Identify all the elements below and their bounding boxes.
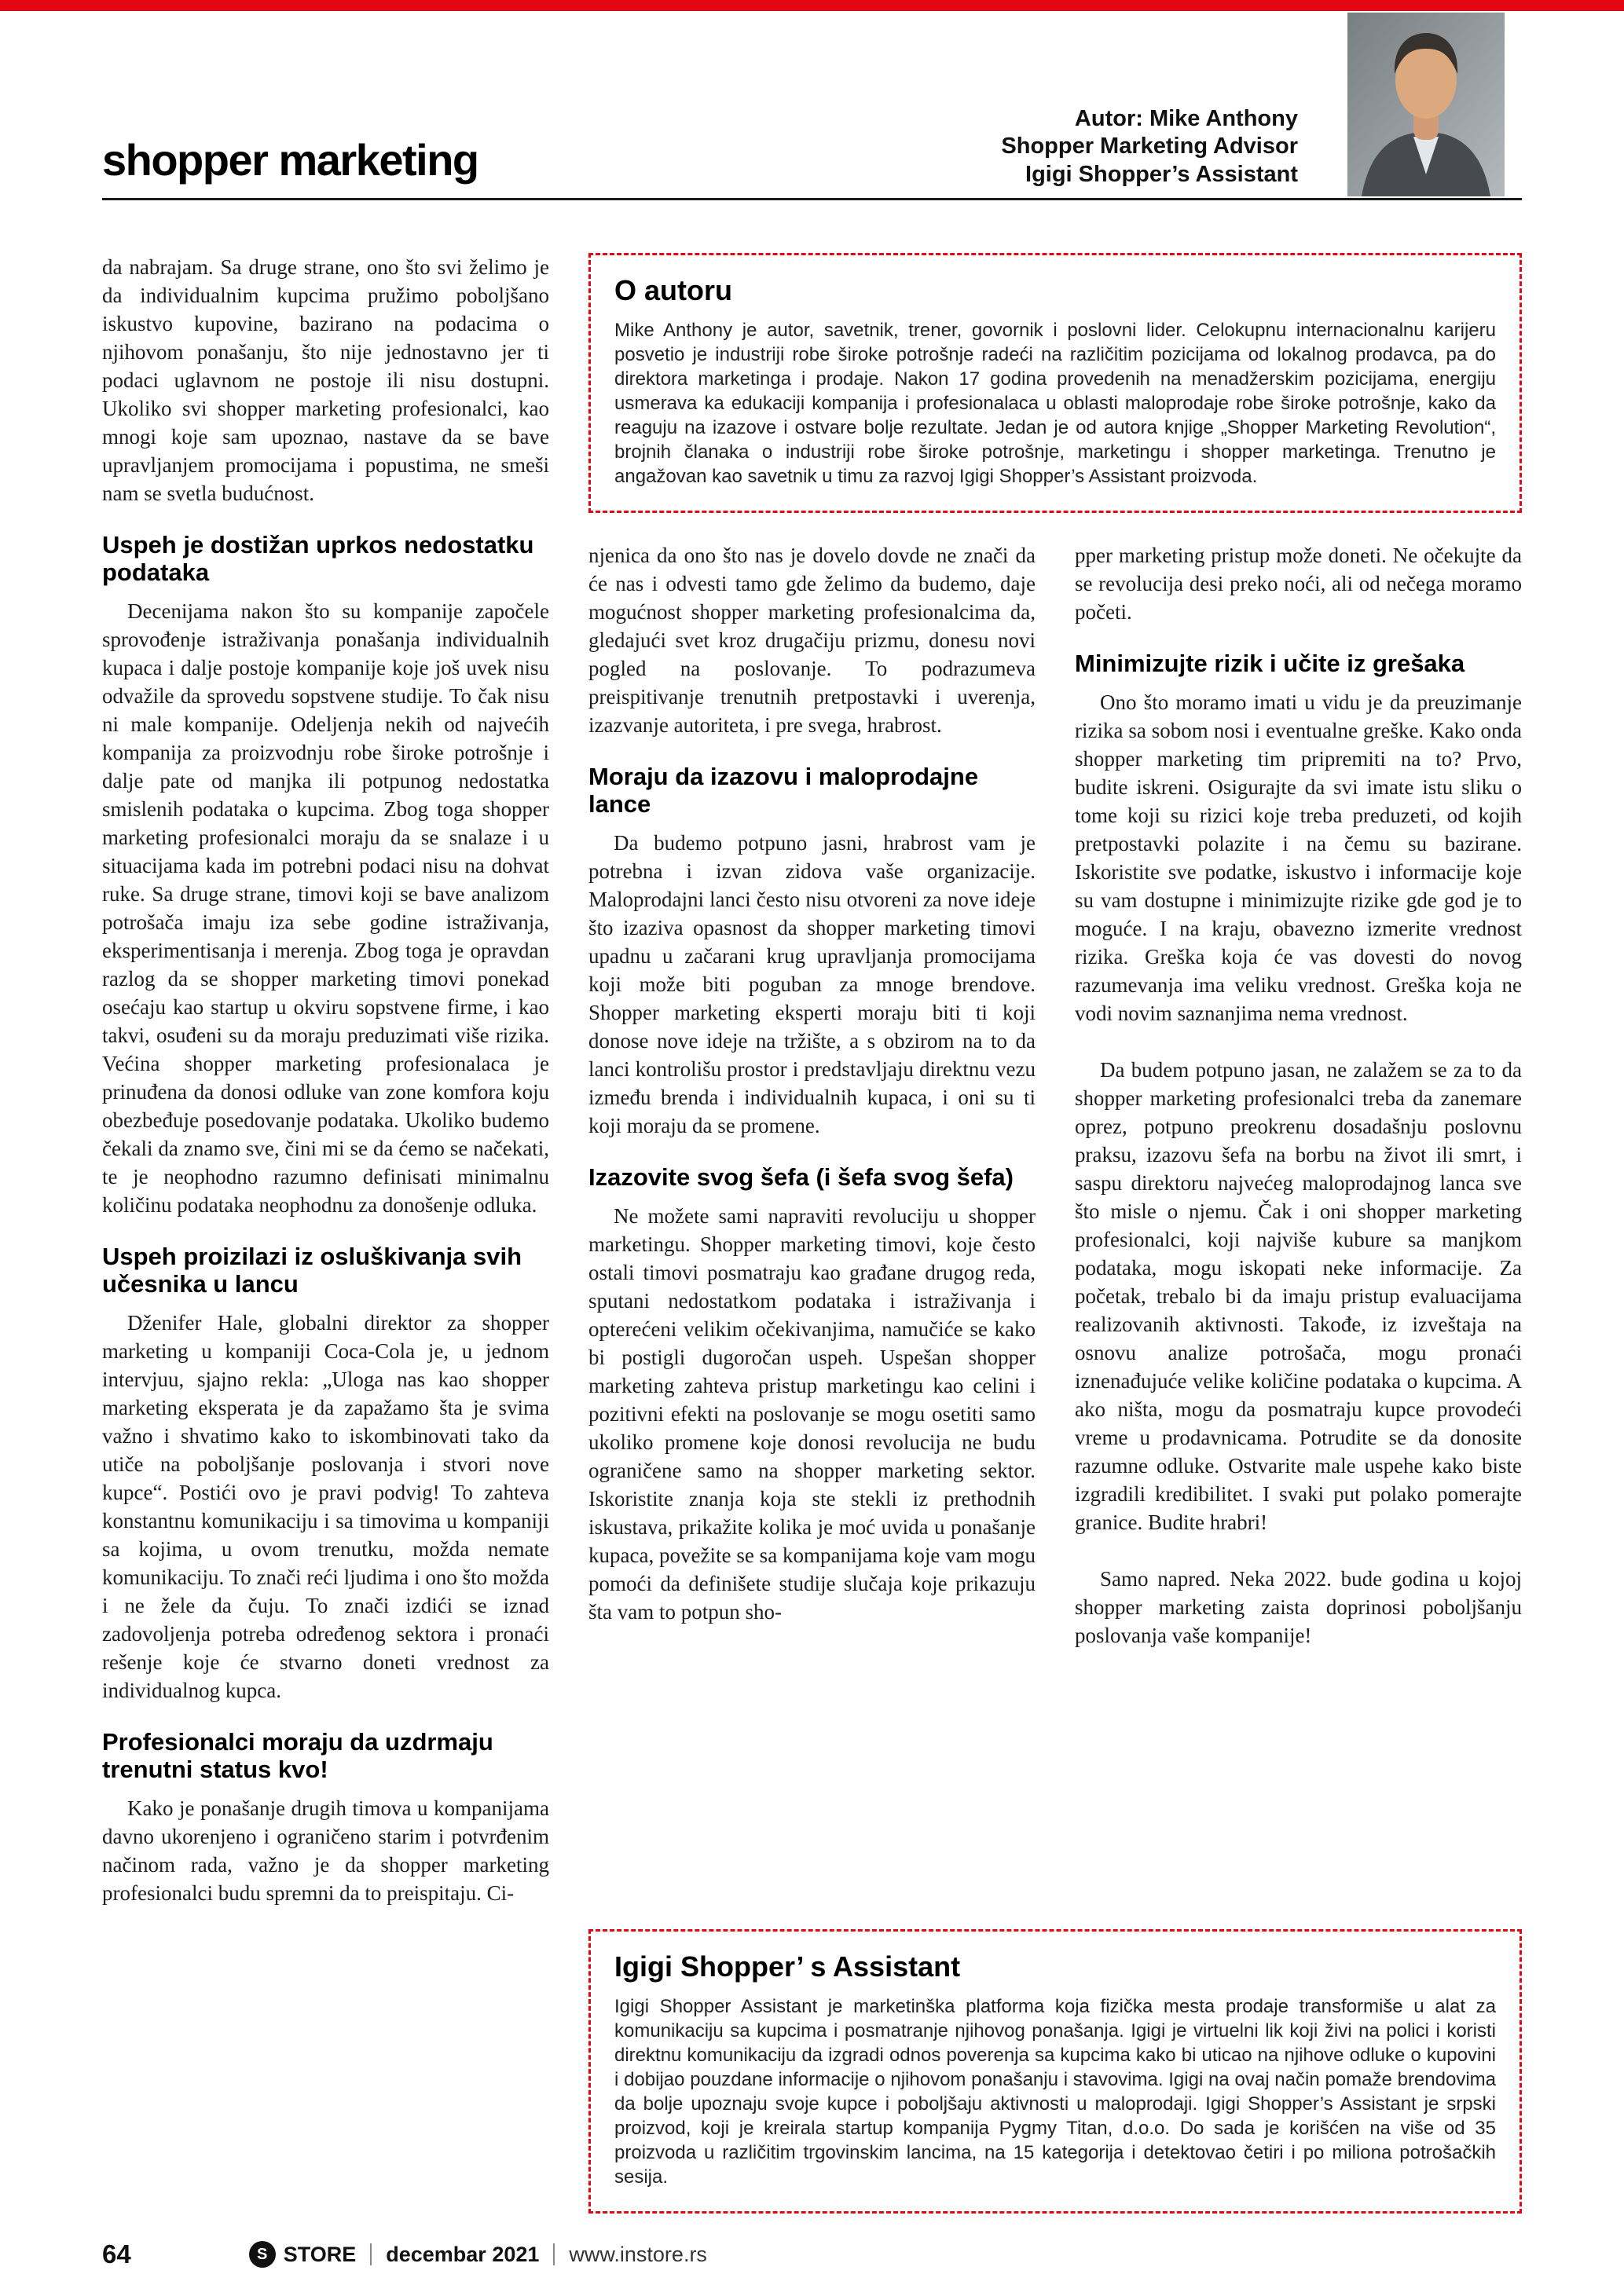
- author-name: Autor: Mike Anthony: [1074, 105, 1298, 131]
- header-divider: [102, 198, 1522, 200]
- section-heading: Izazovite svog šefa (i šefa svog šefa): [588, 1163, 1014, 1191]
- website: www.instore.rs: [569, 2242, 707, 2266]
- paragraph: Dženifer Hale, globalni direktor za shopper marketing u kompaniji Coca-Cola je, u jednom intervjuu, sjajno rekla: „Uloga nas kao shopper marketing eksperata je da zapažamo šta je svima važno i shvatimo kako to iskombinovati tako da utiče na poboljšanje poslovanja i stvori nove kupce“. Postići ovo je pravi podvig! To zahteva konstantnu komunikaciju i sa timovima u kompaniji sa kojima, u ovom trenutku, možda nemate komunikaciju. To znači reći ljudima i ono što možda i ne žele da čuju. To znači izdići se iznad zadovoljenja potreba određenog sektora i pronaći rešenje koje će stvarno doneti vrednost za individualnog kupca.: [102, 1311, 549, 1702]
- section-title: shopper marketing: [102, 135, 478, 185]
- paragraph: Decenijama nakon što su kompanije započele sprovođenje istraživanja ponašanja individualnih kupaca i dalje postoje kompanije koje još uvek nisu odvažile da sprovedu sopstvene studije. To čak nisu ni male kompanije. Odeljenja nekih od najvećih kompanija za proizvodnju robe široke potrošnje i dalje pate od manjka ili potpunog nedostatka smislenih podataka o kupcima. Zbog toga shopper marketing profesionalci moraju da se snalaze i u situacijama kada im potrebni podaci nisu na dohvat ruke. Sa druge strane, timovi koji se bave analizom potrošača imaju iza sebe godine istraživanja, eksperimentisanja i merenja. Zbog toga je opravdan razlog da se shopper marketing timovi ponekad osećaju kao startup u okviru sopstvene firme, i kao takvi, osuđeni su da moraju preduzimati više rizika. Većina shopper marketing profesionalaca je prinuđena da donosi odluke van zone komfora koju obezbeđuje posedovanje podataka. Ukoliko budemo čekali da znamo sve, čini mi se da ćemo se načekati, te je neophodno razumno definisati minimalnu količinu podataka neophodnu za donošenje odluka.: [102, 599, 549, 1217]
- paragraph: Da budem potpuno jasan, ne zalažem se za to da shopper marketing profesionalci treba da zanemare oprez, potpuno preokrenu dosadašnju poslovnu praksu, izazovu šefa na borbu na život ili smrt, i saspu direktoru najvećeg maloprodajnog lanca sve što misle o njemu. Čak i oni shopper marketing profesionalci, koji najviše kubure sa manjkom podataka, mogu iskopati neke informacije. Za početak, trebalo bi da imaju pristup evaluacijama realizovanih aktivnosti. Takođe, iz izveštaja na osnovu analize potrošača, mogu pronaći iznenađujuće velike količine podataka o kupcima. A ako ništa, mogu da posmatraju kupce provodeći vreme u prodavnicama. Potrudite se da donosite razumne odluke. Ostvarite male uspehe kako biste izgradili kredibilitet. I svaki put polako pomerajte granice. Budite hrabri!: [1075, 1058, 1522, 1534]
- top-red-bar: [0, 0, 1624, 11]
- section-heading: Profesionalci moraju da uzdrmaju trenutni status kvo!: [102, 1728, 493, 1783]
- igigi-assistant-box: [588, 1929, 1522, 2214]
- paragraph: Da budemo potpuno jasni, hrabrost vam je potrebna i izvan zidova vaše organizacije. Maloprodajni lanci često nisu otvoreni za nove ideje što izaziva opasnost da shopper marketing timovi upadnu u začarani krug upravljanja promocijama koji može biti poguban za mnoge brendove. Shopper marketing eksperti moraju biti ti koji donose nove ideje na tržište, a s obzirom na to da lanci kontrolišu prostor i predstavljaju direktnu vezu između brenda i individualnih kupaca, i oni su ti koji moraju da se promene.: [588, 831, 1036, 1137]
- author-photo-graphic: [1347, 13, 1505, 196]
- section-heading: Uspeh proizilazi iz osluškivanja svih učesnika u lancu: [102, 1243, 522, 1298]
- section-heading: Moraju da izazovu i maloprodajne lance: [588, 763, 979, 818]
- section-heading: Uspeh je dostižan uprkos nedostatku podataka: [102, 531, 534, 586]
- author-photo: [1347, 13, 1505, 196]
- author-company: Igigi Shopper’s Assistant: [1025, 161, 1298, 187]
- column-right: [1075, 541, 1522, 1650]
- column-left: [102, 253, 549, 1907]
- page-footer: [102, 2239, 1522, 2269]
- paragraph: Samo napred. Neka 2022. bude godina u kojoj shopper marketing zaista doprinosi poboljšanju poslovanja vaše kompanije!: [1075, 1567, 1522, 1647]
- igigi-box-title: Igigi Shopper’ s Assistant: [614, 1950, 961, 1983]
- paragraph: Kako je ponašanje drugih timova u kompanijama davno ukorenjeno i ograničeno starim i potvrđenim načinom rada, važno je da shopper marketing profesionalci budu spremni da to preispitaju. Ci-: [102, 1796, 549, 1905]
- footer-separator: [370, 2243, 372, 2265]
- about-author-box: [588, 253, 1522, 513]
- issue-date: decembar 2021: [386, 2242, 540, 2266]
- footer-separator: [553, 2243, 555, 2265]
- paragraph: Ne možete sami napraviti revoluciju u shopper marketingu. Shopper marketing timovi, koje često ostali timovi posmatraju kao građane drugog reda, sputani nedostatkom podataka i istraživanja i opterećeni velikim očekivanjima, namučiće se kako bi postigli dugoročan uspeh. Uspešan shopper marketing zahteva pristup marketingu kao celini i pozitivni efekti na poslovanje se mogu osetiti samo ukoliko promene koje donosi revolucija ne budu ograničene samo na shopper marketing sektor. Iskoristite znanja koja ste stekli iz prethodnih iskustava, prikažite kolika je moć uvida u ponašanje kupaca, povežite se sa kompanijama koje vam mogu pomoći da definišete studije slučaja koje prikazuju šta vam to potpun sho-: [588, 1204, 1036, 1624]
- magazine-name: STORE: [283, 2242, 357, 2266]
- page-header: [102, 11, 1522, 198]
- about-box-text: Mike Anthony je autor, savetnik, trener, govornik i poslovni lider. Celokupnu internacionalnu karijeru posvetio je industriji robe široke potrošnje radeći na različitim pozicijama od lokalnog prodavca, pa do direktora marketinga i prodaje. Nakon 17 godina provedenih na menadžerskim pozicijama, energiju usmerava ka edukaciji kompanija i profesionalaca u oblasti maloprodaje robe široke potrošnje, kako da reaguju na izazove i ostvare bolje rezultate. Jedan je od autora knjige „Shopper Marketing Revolution“, brojnih članaka o industriji robe široke potrošnje, marketingu i shopper marketinga. Trenutno je angažovan kao savetnik u timu za razvoj Igigi Shopper’s Assistant proizvoda.: [614, 320, 1496, 487]
- column-middle: [588, 541, 1036, 1626]
- magazine-logo: [249, 2241, 357, 2268]
- author-role: Shopper Marketing Advisor: [1001, 134, 1298, 159]
- article-content: [102, 253, 1522, 2214]
- page-number: 64: [102, 2239, 131, 2269]
- paragraph: njenica da ono što nas je dovelo dovde ne znači da će nas i odvesti tamo gde želimo da budemo, daje mogućnost shopper marketing profesionalcima da, gledajući svet kroz drugačiju prizmu, donesu novi pogled na poslovanje. To podrazumeva preispitivanje trenutnih pretpostavki i uverenja, izazvanje autoriteta, i pre svega, hrabrost.: [588, 544, 1036, 737]
- about-box-title: O autoru: [614, 274, 732, 306]
- instore-logo-icon: S: [249, 2241, 276, 2268]
- author-block: [1001, 105, 1298, 189]
- paragraph: Ono što moramo imati u vidu je da preuzimanje rizika sa sobom nosi i eventualne greške. Kako onda shopper marketing tim pripremiti na to? Prvo, budite iskreni. Osigurajte da svi imate istu sliku o tome koji su rizici koje treba preduzeti, od kojih pretpostavki polazite i na čemu su bazirane. Iskoristite sve podatke, iskustvo i informacije koje su vam dostupne i minimizujte rizike gde god je to moguće. I na kraju, obavezno izmerite vrednost rizika. Greška koja će vas dovesti do novog razumevanja ima veliku vrednost. Greška koja ne vodi novim saznanjima nema vrednost.: [1075, 690, 1522, 1025]
- paragraph: da nabrajam. Sa druge strane, ono što svi želimo je da individualnim kupcima pružimo poboljšano iskustvo kupovine, bazirano na podacima o njihovom ponašanju, što nije jednostavno jer ti podaci uglavnom ne postoje ili nisu dostupni. Ukoliko svi shopper marketing profesionalci, kao mnogi koje sam upoznao, nastave da se bave upravljanjem promocijama i popustima, ne smeši nam se svetla budućnost.: [102, 255, 549, 505]
- igigi-box-text: Igigi Shopper Assistant je marketinška platforma koja fizička mesta prodaje transformiše u alat za komunikaciju sa kupcima i posmatranje njihovog ponašanja. Igigi je virtuelni lik koji živi na polici i koristi direktnu komunikaciju da izgradi odnos poverenja sa kupcima kako bi uticao na njihove odluke o kupovini i dobijao pouzdane informacije o njihovom ponašanju i stavovima. Igigi na ovaj način pomaže brendovima da bolje upoznaju svoje kupce i poboljšaju aktivnosti u maloprodaji. Igigi Shopper’s Assistant je srpski proizvod, koji je kreirala startup kompanija Pygmy Titan, d.o.o. Do sada je korišćen na više od 35 proizvoda u različitim trgovinskim lancima, na 15 kategorija i detektovao četiri i po miliona potrošačkih sesija.: [614, 1996, 1496, 2188]
- section-heading: Minimizujte rizik i učite iz grešaka: [1075, 650, 1465, 677]
- paragraph: pper marketing pristup može doneti. Ne očekujte da se revolucija desi preko noći, ali od nečega moramo početi.: [1075, 544, 1522, 624]
